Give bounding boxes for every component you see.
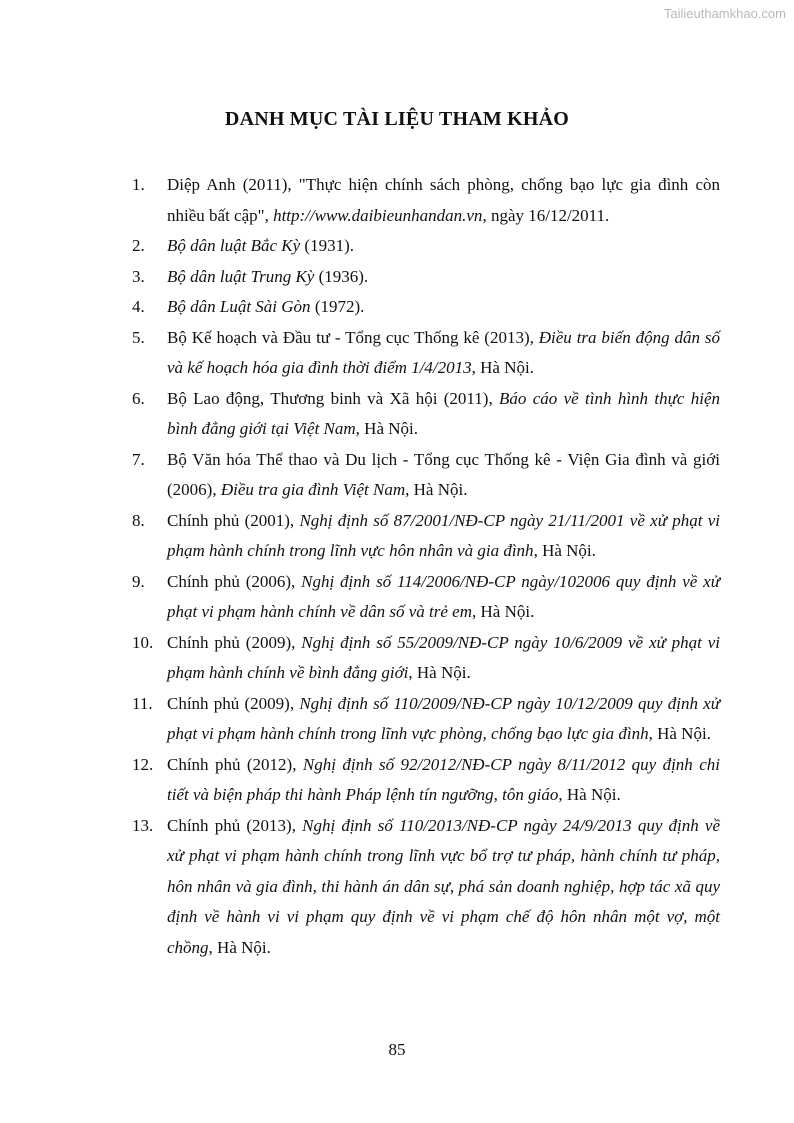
reference-number: 10. bbox=[132, 632, 154, 652]
reference-item bbox=[132, 689, 720, 750]
reference-title: Điều tra gia đình Việt Nam bbox=[220, 480, 406, 499]
reference-number: 13. bbox=[132, 815, 154, 835]
reference-item bbox=[132, 445, 720, 506]
reference-title: Bộ dân luật Bắc Kỳ bbox=[167, 236, 301, 255]
reference-title: Nghị định số 92/2012/NĐ-CP ngày 8/11/2012 quy định chi tiết và biện pháp thi hành Pháp lệnh tín ngưỡng, tôn giáo bbox=[167, 754, 720, 804]
reference-text: Chính phủ (2012), bbox=[167, 754, 303, 774]
reference-text: (1972). bbox=[310, 297, 365, 316]
reference-number: 6. bbox=[132, 388, 145, 408]
reference-text: Chính phủ (2001), bbox=[167, 510, 300, 530]
reference-text: , Hà Nội. bbox=[533, 541, 596, 560]
reference-text: Bộ Văn hóa Thể thao và Du lịch - Tổng cục Thống kê - Viện Gia đình và giới (2006), bbox=[167, 449, 720, 499]
reference-text: (1931). bbox=[300, 236, 354, 255]
reference-text: Diệp Anh (2011), "Thực hiện chính sách phòng, chống bạo lực gia đình còn nhiều bất cập", bbox=[167, 175, 720, 225]
reference-text: , Hà Nội. bbox=[471, 358, 534, 377]
reference-number: 4. bbox=[132, 297, 145, 316]
reference-number: 3. bbox=[132, 266, 145, 286]
reference-text: , Hà Nội. bbox=[405, 480, 468, 499]
reference-title: http://www.daibieunhandan.vn bbox=[273, 205, 483, 225]
reference-title: Nghị định số 87/2001/NĐ-CP ngày 21/11/2001 về xử phạt vi phạm hành chính trong lĩnh vực hôn nhân và gia đình bbox=[167, 510, 720, 560]
reference-text: , Hà Nội. bbox=[208, 937, 271, 957]
reference-item bbox=[132, 750, 720, 811]
reference-text: Bộ Lao động, Thương binh và Xã hội (2011), bbox=[167, 388, 500, 408]
reference-text: Chính phủ (2009), bbox=[167, 632, 302, 652]
reference-text: , ngày 16/12/2011. bbox=[482, 205, 610, 225]
reference-title: Bộ dân luật Trung Kỳ bbox=[167, 266, 315, 286]
reference-number: 12. bbox=[132, 754, 154, 774]
reference-item bbox=[132, 292, 720, 323]
reference-title: Báo cáo về tình hình thực hiện bình đẳng giới tại Việt Nam bbox=[167, 388, 721, 438]
reference-number: 8. bbox=[132, 510, 145, 530]
page-title: DANH MỤC TÀI LIỆU THAM KHẢO bbox=[224, 108, 570, 130]
reference-title: Nghị định số 110/2013/NĐ-CP ngày 24/9/2013 quy định về xử phạt vi phạm hành chính trong lĩnh vực bổ trợ tư pháp, hành chính tư pháp, hôn nhân và gia đình, thi hành án dân sự, phá sản doanh nghiệp, hợp tác xã quy định về hành vi vi phạm quy định về vi phạm chế độ hôn nhân một vợ, một chồng bbox=[167, 815, 720, 957]
reference-text: , Hà Nội. bbox=[558, 785, 621, 804]
reference-number: 7. bbox=[132, 449, 145, 469]
reference-number: 2. bbox=[132, 236, 145, 255]
reference-text: , Hà Nội. bbox=[472, 602, 535, 621]
reference-list bbox=[132, 170, 720, 963]
watermark: Tailieuthamkhao.com bbox=[663, 6, 786, 21]
reference-number: 11. bbox=[132, 693, 153, 713]
reference-item bbox=[132, 628, 720, 689]
page-number: 85 bbox=[388, 1040, 406, 1059]
reference-number: 1. bbox=[132, 175, 145, 194]
reference-item bbox=[132, 811, 720, 964]
reference-number: 9. bbox=[132, 571, 145, 591]
reference-item bbox=[132, 170, 720, 231]
reference-item bbox=[132, 262, 720, 293]
reference-title: Nghị định số 114/2006/NĐ-CP ngày/102006 quy định về xử phạt vi phạm hành chính về dân số và trẻ em bbox=[167, 571, 720, 621]
reference-text: Bộ Kế hoạch và Đầu tư - Tổng cục Thống kê (2013), bbox=[167, 327, 539, 347]
reference-item bbox=[132, 231, 720, 262]
reference-text: , Hà Nội. bbox=[648, 724, 711, 743]
reference-item bbox=[132, 567, 720, 628]
reference-number: 5. bbox=[132, 327, 145, 347]
reference-text: , Hà Nội. bbox=[408, 663, 471, 682]
reference-title: Bộ dân Luật Sài Gòn bbox=[167, 297, 311, 316]
reference-text: , Hà Nội. bbox=[355, 419, 418, 438]
reference-title: Điều tra biến động dân số và kế hoạch hóa gia đình thời điểm 1/4/2013 bbox=[167, 327, 720, 377]
reference-item bbox=[132, 323, 720, 384]
reference-item bbox=[132, 384, 720, 445]
reference-text: Chính phủ (2013), bbox=[167, 815, 303, 835]
reference-title: Nghị định số 55/2009/NĐ-CP ngày 10/6/2009 về xử phạt vi phạm hành chính về bình đẳng giới bbox=[167, 632, 720, 682]
reference-item bbox=[132, 506, 720, 567]
reference-title: Nghị định số 110/2009/NĐ-CP ngày 10/12/2009 quy định xử phạt vi phạm hành chính trong lĩnh vực phòng, chống bạo lực gia đình bbox=[167, 693, 721, 743]
reference-text: Chính phủ (2006), bbox=[167, 571, 302, 591]
reference-text: (1936). bbox=[314, 266, 369, 286]
reference-text: Chính phủ (2009), bbox=[167, 693, 300, 713]
